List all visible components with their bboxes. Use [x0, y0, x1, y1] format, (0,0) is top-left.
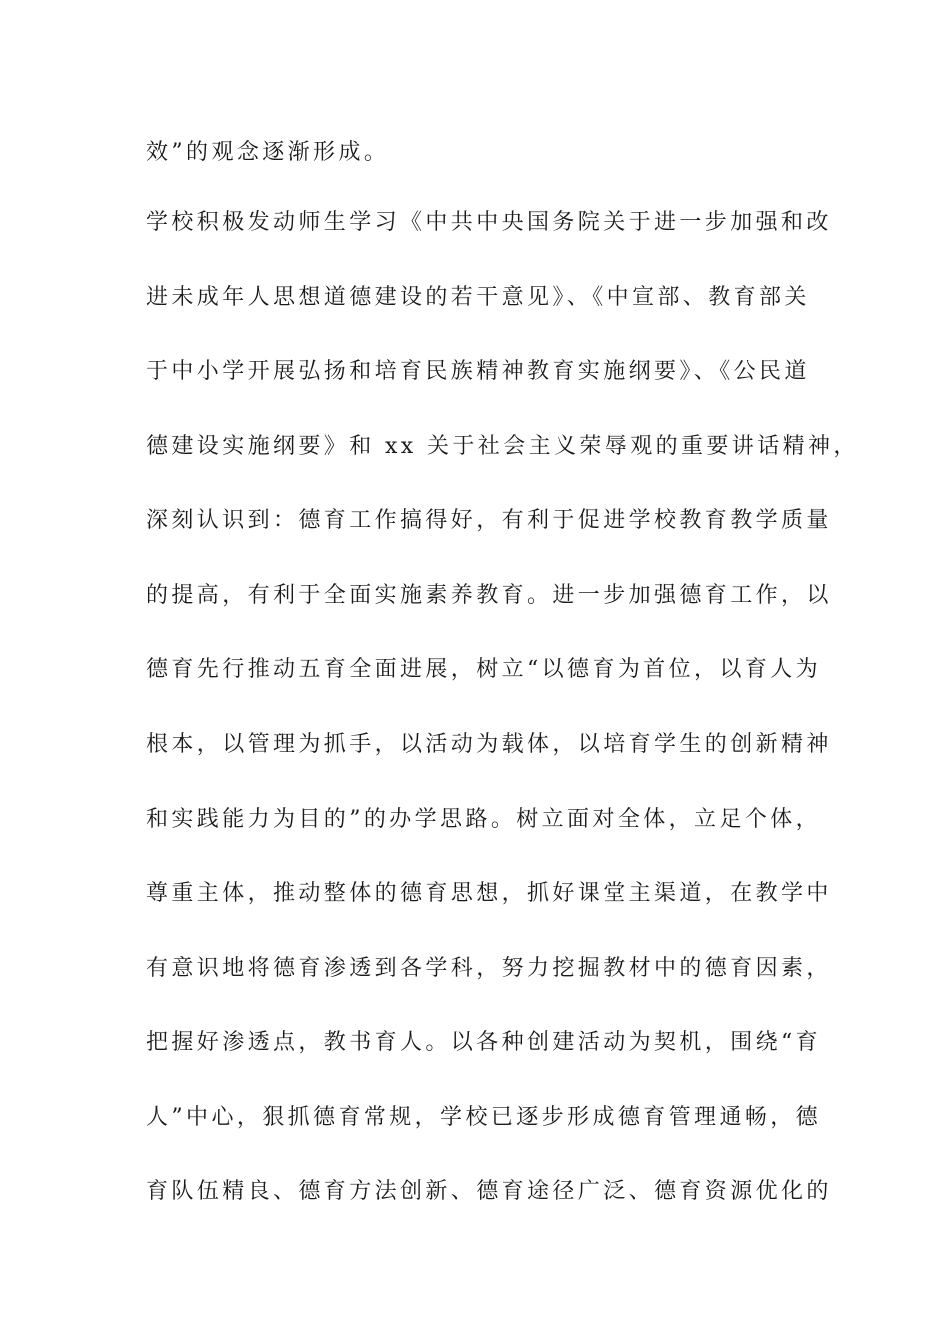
text-line: 德育先行推动五育全面进展，树立“以德育为首位，以育人为 [146, 657, 822, 682]
text-line: 根本，以管理为抓手，以活动为载体，以培育学生的创新精神 [146, 732, 832, 757]
text-line: 把握好渗透点，教书育人。以各种创建活动为契机，围绕“育 [146, 1030, 822, 1055]
text-line: 学校积极发动师生学习《中共中央国务院关于进一步加强和改 [146, 210, 832, 235]
text-line: 效”的观念逐渐形成。 [146, 140, 390, 165]
text-line: 尊重主体，推动整体的德育思想，抓好课堂主渠道，在教学中 [146, 881, 832, 906]
text-line: 有意识地将德育渗透到各学科，努力挖掘教材中的德育因素， [146, 956, 832, 981]
text-line: 的提高，有利于全面实施素养教育。进一步加强德育工作，以 [146, 583, 832, 608]
text-line: 进未成年人思想道德建设的若干意见》、《中宣部、教育部关 [146, 285, 810, 310]
text-line: 深刻认识到：德育工作搞得好，有利于促进学校教育教学质量 [146, 508, 832, 533]
text-line: 德建设实施纲要》和 xx 关于社会主义荣辱观的重要讲话精神， [146, 434, 859, 459]
text-line: 育队伍精良、德育方法创新、德育途径广泛、德育资源优化的 [146, 1179, 832, 1204]
text-line: 和实践能力为目的”的办学思路。树立面对全体，立足个体， [146, 807, 822, 832]
text-line: 人”中心，狠抓德育常规，学校已逐步形成德育管理通畅，德 [146, 1105, 822, 1130]
text-line: 于中小学开展弘扬和培育民族精神教育实施纲要》、《公民道 [146, 359, 810, 384]
